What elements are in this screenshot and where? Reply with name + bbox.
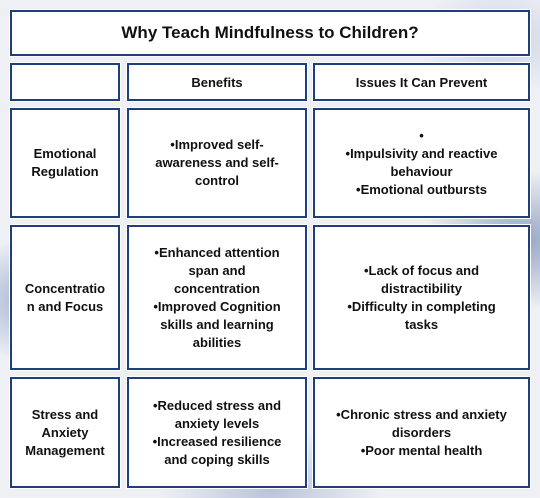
row-label-emotional-regulation bbox=[10, 108, 120, 218]
cell-line: •Poor mental health bbox=[360, 442, 483, 458]
header-benefits: Benefits bbox=[127, 63, 307, 101]
cell-benefits-stress-anxiety bbox=[127, 377, 307, 488]
cell-line: skills and learning bbox=[160, 316, 274, 332]
row-label-line: Emotional bbox=[33, 146, 97, 161]
cell-line: abilities bbox=[192, 334, 242, 350]
cell-line: •Chronic stress and anxiety bbox=[336, 406, 507, 422]
cell-line: •Difficulty in completing bbox=[347, 298, 496, 314]
cell-line: •Emotional outbursts bbox=[356, 182, 487, 197]
header-issues: Issues It Can Prevent bbox=[313, 63, 530, 101]
cell-line: distractibility bbox=[381, 280, 462, 296]
cell-line: •Increased resilience bbox=[152, 433, 282, 449]
cell-line: awareness and self- bbox=[155, 155, 279, 170]
cell-line: and coping skills bbox=[164, 451, 270, 467]
row-label-line: Concentratio bbox=[24, 280, 106, 296]
cell-line: •Lack of focus and bbox=[363, 262, 480, 278]
cell-line: concentration bbox=[174, 280, 260, 296]
row-label-line: Regulation bbox=[31, 164, 99, 179]
cell-benefits-concentration-focus bbox=[127, 225, 307, 370]
header-empty-cell bbox=[10, 63, 120, 101]
cell-line: disorders bbox=[391, 424, 452, 440]
row-label-concentration-focus bbox=[10, 225, 120, 370]
row-label-line: Anxiety bbox=[41, 424, 89, 440]
cell-line: anxiety levels bbox=[174, 415, 260, 431]
cell-line: •Improved Cognition bbox=[153, 298, 281, 314]
row-label-line: Stress and bbox=[31, 406, 99, 422]
cell-benefits-emotional-regulation bbox=[127, 108, 307, 218]
cell-issues-concentration-focus bbox=[313, 225, 530, 370]
cell-line: •Reduced stress and bbox=[152, 397, 282, 413]
cell-line: • bbox=[419, 128, 424, 143]
page-title: Why Teach Mindfulness to Children? bbox=[10, 10, 530, 56]
cell-line: •Improved self- bbox=[170, 137, 264, 152]
cell-issues-emotional-regulation bbox=[313, 108, 530, 218]
cell-issues-stress-anxiety bbox=[313, 377, 530, 488]
cell-line: behaviour bbox=[390, 164, 453, 179]
cell-line: span and bbox=[188, 262, 246, 278]
cell-line: tasks bbox=[404, 316, 439, 332]
row-label-line: Management bbox=[25, 442, 105, 458]
row-label-line: n and Focus bbox=[26, 298, 104, 314]
cell-line: •Enhanced attention bbox=[154, 244, 280, 260]
row-label-stress-anxiety bbox=[10, 377, 120, 488]
cell-line: control bbox=[194, 173, 240, 188]
cell-line: •Impulsivity and reactive bbox=[345, 146, 498, 161]
